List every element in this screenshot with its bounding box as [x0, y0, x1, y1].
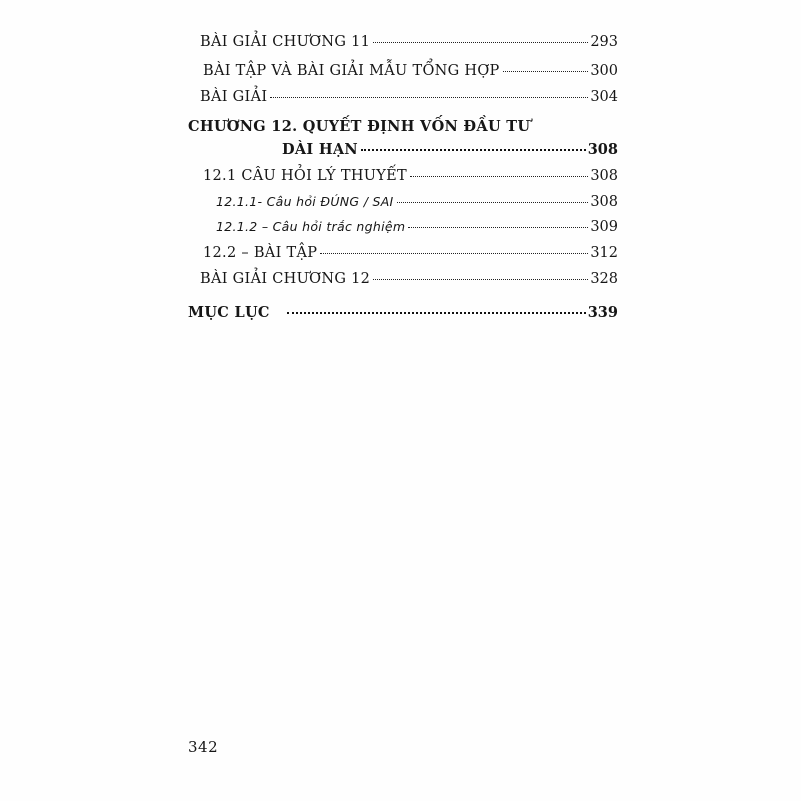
toc-entry-label: MỤC LỤC	[188, 304, 270, 321]
toc-entry-page: 312	[590, 245, 618, 261]
toc-entry-muc-luc	[188, 304, 618, 322]
toc-entry-page: 308	[590, 194, 618, 210]
toc-leader-dots	[397, 202, 589, 203]
toc-leader-dots	[287, 312, 586, 314]
toc-entry-label: 12.1.1- Câu hỏi ĐÚNG / SAI	[216, 194, 394, 209]
chapter-12-title-line2: DÀI HẠN	[282, 141, 358, 158]
toc-entry-page: 339	[587, 304, 618, 321]
toc-leader-dots	[373, 279, 588, 280]
toc-entry-page: 300	[590, 63, 618, 79]
toc-entry-label: 12.2 – BÀI TẬP	[203, 245, 318, 261]
toc-leader-dots	[320, 253, 588, 254]
toc-entry-chapter-12	[282, 141, 618, 159]
toc-entry-bai-tap-tong-hop	[203, 62, 618, 80]
toc-entry-12-1-2	[216, 218, 618, 236]
toc-leader-dots	[503, 71, 589, 72]
toc-leader-dots	[270, 97, 588, 98]
toc-entry-page: 309	[590, 219, 618, 235]
toc-entry-label: 12.1.2 – Câu hỏi trắc nghiệm	[216, 219, 406, 234]
toc-entry-label: BÀI TẬP VÀ BÀI GIẢI MẪU TỔNG HỢP	[203, 63, 500, 79]
toc-entry-bai-giai-chuong-12	[200, 270, 618, 288]
toc-leader-dots	[373, 42, 588, 43]
toc-entry-label: BÀI GIẢI CHƯƠNG 11	[200, 34, 371, 50]
toc-entry-page: 293	[590, 34, 618, 50]
toc-entry-bai-giai	[200, 88, 618, 106]
toc-entry-bai-giai-chuong-11	[200, 33, 618, 51]
toc-entry-12-2	[203, 244, 618, 262]
toc-leader-dots	[408, 227, 588, 228]
toc-entry-page: 304	[590, 89, 618, 105]
toc-entry-label: BÀI GIẢI	[200, 89, 268, 105]
toc-leader-dots	[361, 149, 586, 151]
page-number: 342	[188, 738, 219, 756]
toc-leader-dots	[410, 176, 588, 177]
chapter-12-title: CHƯƠNG 12. QUYẾT ĐỊNH VỐN ĐẦU TƯ	[188, 118, 531, 135]
toc-entry-page: 328	[590, 271, 618, 287]
toc-entry-12-1	[203, 167, 618, 185]
toc-entry-page: 308	[590, 168, 618, 184]
toc-entry-label: 12.1 CÂU HỎI LÝ THUYẾT	[203, 168, 408, 184]
toc-entry-12-1-1	[216, 193, 618, 211]
toc-entry-label: BÀI GIẢI CHƯƠNG 12	[200, 271, 371, 287]
toc-entry-page: 308	[587, 141, 618, 158]
